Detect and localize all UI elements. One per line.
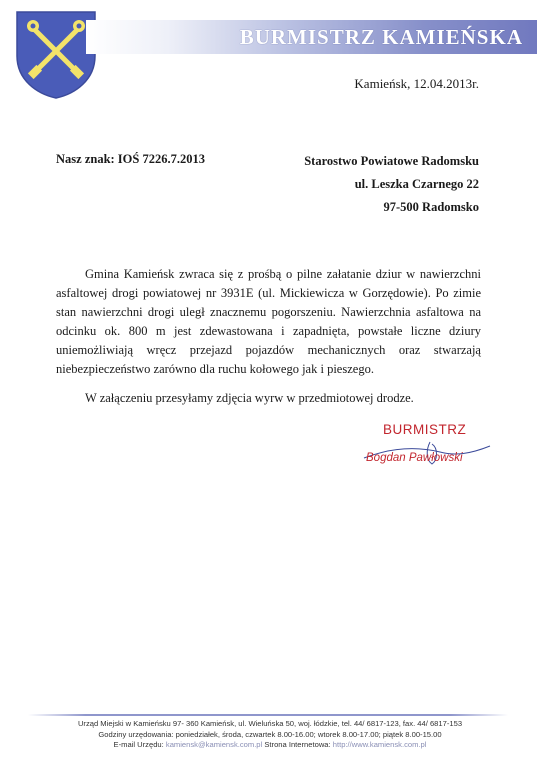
recipient-line-1: Starostwo Powiatowe Radomsku — [304, 154, 479, 168]
footer-email-label: E-mail Urzędu: — [113, 740, 164, 749]
banner-title: BURMISTRZ KAMIEŃSKA — [239, 25, 523, 49]
footer-divider — [28, 714, 508, 716]
signature-name: Bogdan Pawłowski — [366, 452, 463, 464]
recipient-address — [304, 150, 479, 219]
letter-body — [56, 265, 481, 408]
footer-web-link[interactable]: http://www.kamiensk.com.pl — [332, 740, 427, 749]
reference-number: Nasz znak: IOŚ 7226.7.2013 — [56, 152, 205, 166]
header-banner — [86, 20, 537, 54]
signature-title: BURMISTRZ — [383, 422, 467, 437]
footer-contact — [40, 740, 500, 751]
footer-address: Urząd Miejski w Kamieńsku 97- 360 Kamieńsk, ul. Wieluńska 50, woj. łódzkie, tel. 44/ 6817-123, fax. 44/ 6817-153 — [77, 719, 463, 728]
footer-hours: Godziny urzędowania: poniedziałek, środa, czwartek 8.00-16.00; wtorek 8.00-17.00; piątek 8.00-15.00 — [98, 729, 442, 739]
date-line: Kamieńsk, 12.04.2013r. — [354, 76, 479, 91]
recipient-line-2: ul. Leszka Czarnego 22 — [354, 177, 479, 191]
body-paragraph-2: W załączeniu przesyłamy zdjęcia wyrw w przedmiotowej drodze. — [85, 391, 414, 405]
footer-web-label: Strona Internetowa: — [264, 740, 331, 749]
footer-email-link[interactable]: kamiensk@kamiensk.com.pl — [165, 740, 263, 749]
footer — [40, 719, 500, 751]
body-paragraph-1: Gmina Kamieńsk zwraca się z prośbą o pilne załatanie dziur w nawierzchni asfaltowej drogi powiatowej nr 3931E (ul. Mickiewicza w Gorzędowie). Po zimie stan nawierzchni drogi uległ znacznemu pogorszeniu. Nawierzchnia asfaltowa na odcinku ok. 800 m jest zdewastowana i zapadnięta, powstałe liczne dziury uniemożliwiają wręcz przejazd pojazdów mechanicznych oraz stwarzają niebezpieczeństwo zarówno dla ruchu kołowego jak i pieszego. — [56, 267, 481, 376]
recipient-line-3: 97-500 Radomsko — [383, 200, 479, 214]
